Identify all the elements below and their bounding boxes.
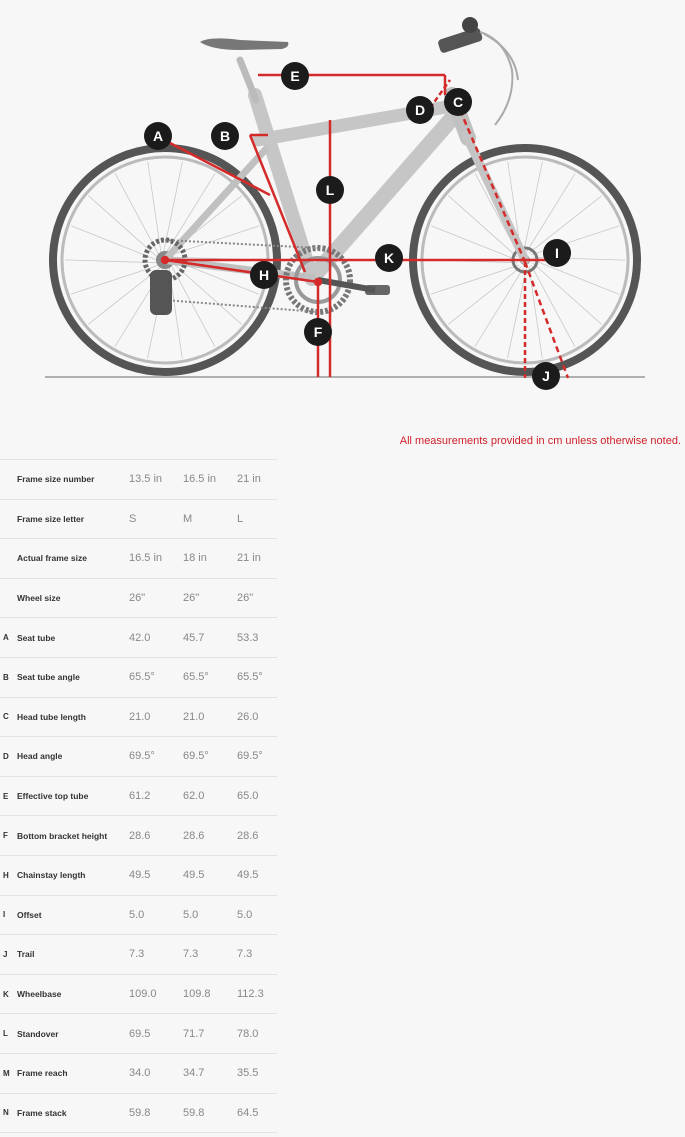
row-label: Actual frame size — [17, 539, 129, 579]
row-value: 5.0 — [237, 895, 277, 935]
row-value: 71.7 — [183, 1014, 237, 1054]
row-value: 28.6 — [183, 816, 237, 856]
marker-f — [304, 318, 332, 346]
row-letter: K — [0, 974, 17, 1014]
row-letter: B — [0, 657, 17, 697]
marker-label: H — [258, 267, 270, 283]
marker-label: D — [414, 102, 426, 118]
row-value: 69.5° — [183, 737, 237, 777]
row-value: 59.8 — [129, 1093, 183, 1133]
row-value: 5.0 — [183, 895, 237, 935]
row-value: 16.5 in — [129, 539, 183, 579]
table-row — [0, 460, 277, 500]
row-value: 65.5° — [237, 657, 277, 697]
table-row — [0, 1014, 277, 1054]
row-letter — [0, 499, 17, 539]
row-letter: D — [0, 737, 17, 777]
marker-label: C — [452, 94, 464, 110]
marker-label: J — [542, 368, 550, 384]
row-value: 7.3 — [237, 935, 277, 975]
row-letter: H — [0, 855, 17, 895]
row-letter: L — [0, 1014, 17, 1054]
row-value: 26" — [183, 578, 237, 618]
row-value: 16.5 in — [183, 460, 237, 500]
row-value: S — [129, 499, 183, 539]
table-row — [0, 895, 277, 935]
row-value: 34.7 — [183, 1053, 237, 1093]
row-value: 34.0 — [129, 1053, 183, 1093]
table-row — [0, 935, 277, 975]
row-letter — [0, 539, 17, 579]
marker-label: F — [313, 324, 323, 340]
row-value: M — [183, 499, 237, 539]
table-row — [0, 578, 277, 618]
marker-i — [543, 239, 571, 267]
row-value: 5.0 — [129, 895, 183, 935]
row-label: Head tube length — [17, 697, 129, 737]
row-label: Wheelbase — [17, 974, 129, 1014]
marker-d — [406, 96, 434, 124]
row-value: L — [237, 499, 277, 539]
line-C — [460, 110, 525, 262]
row-value: 65.0 — [237, 776, 277, 816]
row-value: 42.0 — [129, 618, 183, 658]
row-value: 61.2 — [129, 776, 183, 816]
row-label: Wheel size — [17, 578, 129, 618]
row-label: Head angle — [17, 737, 129, 777]
row-value: 53.3 — [237, 618, 277, 658]
row-value: 7.3 — [183, 935, 237, 975]
row-value: 21 in — [237, 460, 277, 500]
row-letter: J — [0, 935, 17, 975]
table-row — [0, 539, 277, 579]
marker-c — [444, 88, 472, 116]
row-label: Seat tube angle — [17, 657, 129, 697]
table-row — [0, 974, 277, 1014]
row-label: Effective top tube — [17, 776, 129, 816]
row-letter: E — [0, 776, 17, 816]
row-value: 28.6 — [237, 816, 277, 856]
marker-label: K — [383, 250, 395, 266]
marker-label: A — [152, 128, 164, 144]
row-value: 7.3 — [129, 935, 183, 975]
row-value: 28.6 — [129, 816, 183, 856]
row-letter: N — [0, 1093, 17, 1133]
saddle — [200, 38, 288, 50]
row-value: 69.5 — [129, 1014, 183, 1054]
row-label: Standover — [17, 1014, 129, 1054]
row-value: 49.5 — [237, 855, 277, 895]
row-value: 109.8 — [183, 974, 237, 1014]
row-value: 45.7 — [183, 618, 237, 658]
table-row — [0, 776, 277, 816]
row-label: Frame stack — [17, 1093, 129, 1133]
marker-b — [211, 122, 239, 150]
row-letter — [0, 460, 17, 500]
row-label: Seat tube — [17, 618, 129, 658]
marker-j — [532, 362, 560, 390]
marker-l — [316, 176, 344, 204]
marker-label: L — [325, 182, 335, 198]
table-row — [0, 816, 277, 856]
row-letter: C — [0, 697, 17, 737]
row-letter: A — [0, 618, 17, 658]
row-value: 49.5 — [129, 855, 183, 895]
table-row — [0, 1093, 277, 1133]
table-row — [0, 855, 277, 895]
marker-label: E — [290, 68, 300, 84]
table-row — [0, 618, 277, 658]
row-label: Offset — [17, 895, 129, 935]
row-label: Frame reach — [17, 1053, 129, 1093]
row-value: 109.0 — [129, 974, 183, 1014]
row-value: 26" — [237, 578, 277, 618]
table-row — [0, 697, 277, 737]
marker-h — [250, 261, 278, 289]
row-value: 21.0 — [129, 697, 183, 737]
row-value: 69.5° — [129, 737, 183, 777]
table-row — [0, 499, 277, 539]
marker-label: I — [555, 245, 559, 261]
row-value: 65.5° — [183, 657, 237, 697]
row-letter: F — [0, 816, 17, 856]
row-value: 26" — [129, 578, 183, 618]
marker-k — [375, 244, 403, 272]
row-value: 21 in — [237, 539, 277, 579]
geometry-table — [0, 459, 277, 1133]
row-value: 13.5 in — [129, 460, 183, 500]
table-row — [0, 657, 277, 697]
row-value: 78.0 — [237, 1014, 277, 1054]
row-value: 64.5 — [237, 1093, 277, 1133]
row-label: Frame size number — [17, 460, 129, 500]
bike-geometry-diagram — [0, 0, 685, 400]
line-H — [165, 260, 318, 282]
row-value: 49.5 — [183, 855, 237, 895]
row-label: Chainstay length — [17, 855, 129, 895]
row-value: 18 in — [183, 539, 237, 579]
marker-e — [281, 62, 309, 90]
row-letter — [0, 578, 17, 618]
table-row — [0, 737, 277, 777]
row-letter: M — [0, 1053, 17, 1093]
row-value: 26.0 — [237, 697, 277, 737]
table-row — [0, 1053, 277, 1093]
row-label: Bottom bracket height — [17, 816, 129, 856]
marker-a — [144, 122, 172, 150]
row-label: Trail — [17, 935, 129, 975]
row-value: 65.5° — [129, 657, 183, 697]
row-value: 59.8 — [183, 1093, 237, 1133]
row-value: 35.5 — [237, 1053, 277, 1093]
row-value: 112.3 — [237, 974, 277, 1014]
row-label: Frame size letter — [17, 499, 129, 539]
row-value: 69.5° — [237, 737, 277, 777]
marker-label: B — [219, 128, 231, 144]
row-value: 21.0 — [183, 697, 237, 737]
row-value: 62.0 — [183, 776, 237, 816]
measurement-note: All measurements provided in cm unless otherwise noted. — [399, 435, 681, 447]
row-letter: I — [0, 895, 17, 935]
